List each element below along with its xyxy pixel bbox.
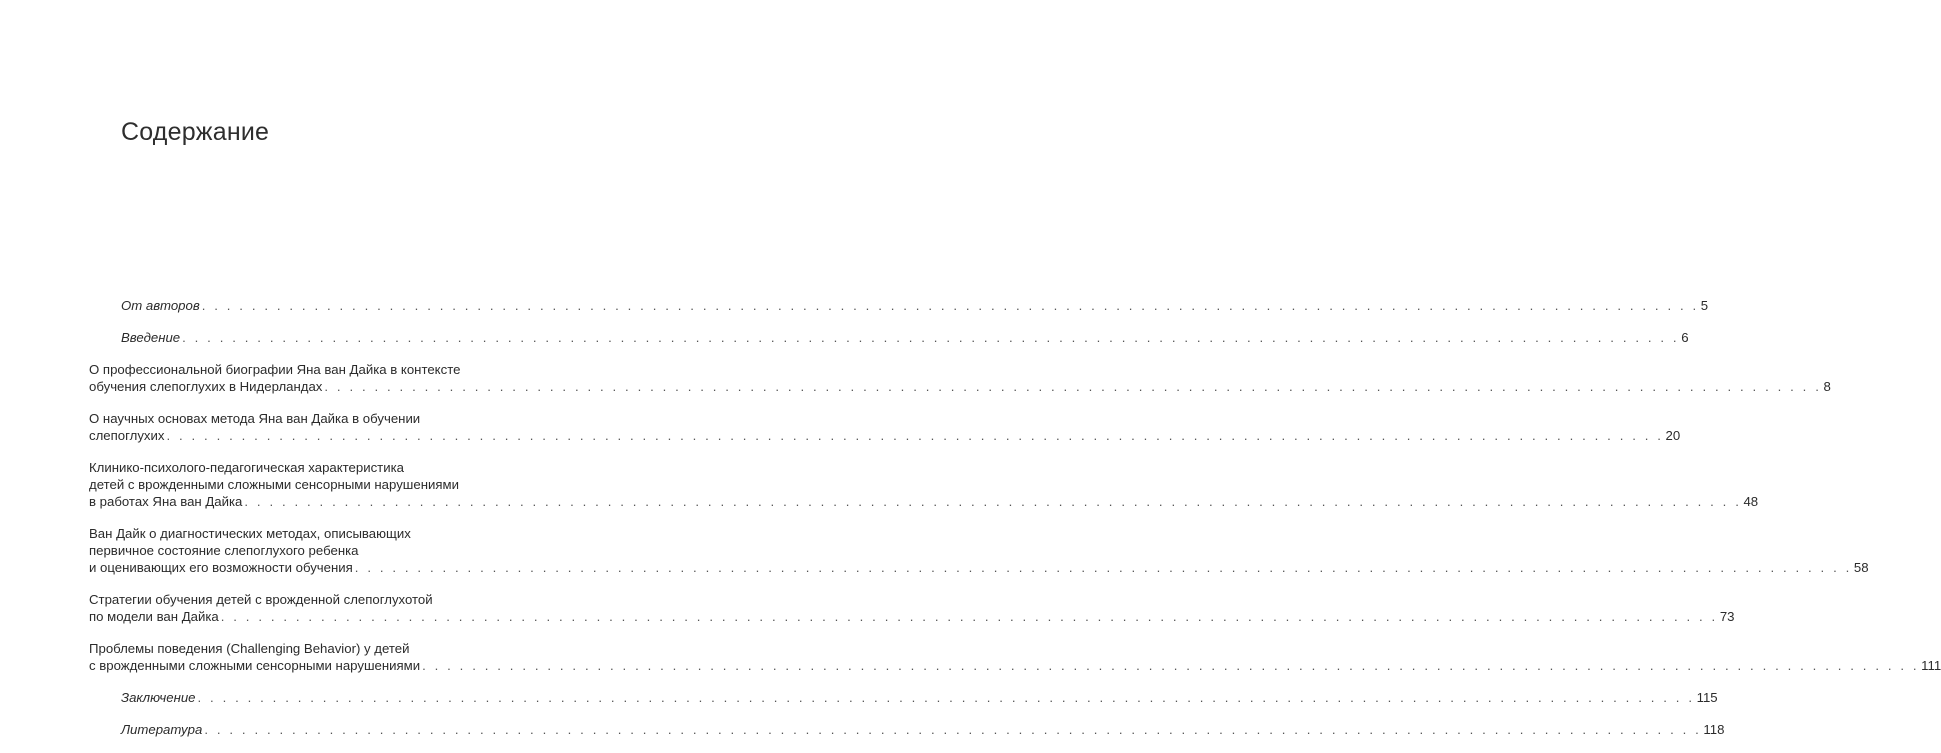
toc-page-number: 8 [1823, 379, 1831, 394]
toc-entry[interactable] [89, 361, 1831, 395]
toc-page-number: 111 [1921, 658, 1941, 673]
toc-entry[interactable] [89, 329, 1689, 346]
dot-leader: . . . . . . . . . . . . . . . . . . . . . . . . . . . . . . . . . . . . . . . . . . . . . . . . . . . . . . . . . . . . . . . . . . . . . . . . . . . . . . . . . . . . . . . . . . . . . . . . . . . . . . . . . . . . . . . . . . . . . . . . [324, 379, 1822, 394]
toc-entry-title-line: детей с врожденными сложными сенсорными нарушениями [89, 477, 459, 492]
dot-leader: . . . . . . . . . . . . . . . . . . . . . . . . . . . . . . . . . . . . . . . . . . . . . . . . . . . . . . . . . . . . . . . . . . . . . . . . . . . . . . . . . . . . . . . . . . . . . . . . . . . . . . . . . . . . . . . . . . . . . . . . [354, 560, 1852, 575]
toc-entry[interactable] [89, 721, 1725, 738]
toc-entry[interactable] [89, 297, 1709, 314]
toc-entry-title-line: Заключение [121, 690, 196, 705]
dot-leader: . . . . . . . . . . . . . . . . . . . . . . . . . . . . . . . . . . . . . . . . . . . . . . . . . . . . . . . . . . . . . . . . . . . . . . . . . . . . . . . . . . . . . . . . . . . . . . . . . . . . . . . . . . . . . . . . . . . . . . . . [244, 494, 1742, 509]
page-title: Содержание [121, 118, 270, 146]
dot-leader: . . . . . . . . . . . . . . . . . . . . . . . . . . . . . . . . . . . . . . . . . . . . . . . . . . . . . . . . . . . . . . . . . . . . . . . . . . . . . . . . . . . . . . . . . . . . . . . . . . . . . . . . . . . . . . . . . . . . . . . . [197, 690, 1695, 705]
toc-page-number: 115 [1696, 690, 1718, 705]
dot-leader: . . . . . . . . . . . . . . . . . . . . . . . . . . . . . . . . . . . . . . . . . . . . . . . . . . . . . . . . . . . . . . . . . . . . . . . . . . . . . . . . . . . . . . . . . . . . . . . . . . . . . . . . . . . . . . . . . . . . . . . . [166, 428, 1664, 443]
toc-entry-title-line: в работах Яна ван Дайка [89, 494, 243, 509]
toc-entry[interactable] [89, 410, 1681, 444]
toc-entry-title-line: Литература [121, 722, 203, 737]
toc-page-number: 6 [1681, 330, 1689, 345]
toc-entry-title-line: О научных основах метода Яна ван Дайка в обучении [89, 411, 421, 426]
toc-entry-title-line: слепоглухих [89, 428, 165, 443]
dot-leader: . . . . . . . . . . . . . . . . . . . . . . . . . . . . . . . . . . . . . . . . . . . . . . . . . . . . . . . . . . . . . . . . . . . . . . . . . . . . . . . . . . . . . . . . . . . . . . . . . . . . . . . . . . . . . . . . . . . . . . . . [422, 658, 1920, 673]
toc-entry-title-line: и оценивающих его возможности обучения [89, 560, 353, 575]
toc-entry-title-line: Стратегии обучения детей с врожденной слепоглухотой [89, 592, 433, 607]
toc-entry-title-line: Ван Дайк о диагностических методах, описывающих [89, 526, 411, 541]
toc-entry-title-line: с врожденными сложными сенсорными нарушениями [89, 658, 421, 673]
toc-entry-title-line: О профессиональной биографии Яна ван Дайка в контексте [89, 362, 461, 377]
dot-leader: . . . . . . . . . . . . . . . . . . . . . . . . . . . . . . . . . . . . . . . . . . . . . . . . . . . . . . . . . . . . . . . . . . . . . . . . . . . . . . . . . . . . . . . . . . . . . . . . . . . . . . . . . . . . . . . . . . . . . . . . [204, 722, 1702, 737]
toc-entry[interactable] [89, 591, 1735, 625]
dot-leader: . . . . . . . . . . . . . . . . . . . . . . . . . . . . . . . . . . . . . . . . . . . . . . . . . . . . . . . . . . . . . . . . . . . . . . . . . . . . . . . . . . . . . . . . . . . . . . . . . . . . . . . . . . . . . . . . . . . . . . . . [220, 609, 1718, 624]
toc-entry-title-line: Проблемы поведения (Challenging Behavior) у детей [89, 641, 410, 656]
toc-entry-title-line: обучения слепоглухих в Нидерландах [89, 379, 323, 394]
toc-entry[interactable] [89, 640, 1941, 674]
table-of-contents [89, 297, 1941, 753]
dot-leader: . . . . . . . . . . . . . . . . . . . . . . . . . . . . . . . . . . . . . . . . . . . . . . . . . . . . . . . . . . . . . . . . . . . . . . . . . . . . . . . . . . . . . . . . . . . . . . . . . . . . . . . . . . . . . . . . . . . . . . . . [182, 330, 1680, 345]
toc-page-number: 118 [1703, 722, 1725, 737]
dot-leader: . . . . . . . . . . . . . . . . . . . . . . . . . . . . . . . . . . . . . . . . . . . . . . . . . . . . . . . . . . . . . . . . . . . . . . . . . . . . . . . . . . . . . . . . . . . . . . . . . . . . . . . . . . . . . . . . . . . . . . . . [201, 298, 1699, 313]
toc-entry[interactable] [89, 525, 1869, 576]
toc-entry-title-line: От авторов [121, 298, 200, 313]
toc-entry[interactable] [89, 459, 1759, 510]
toc-entry[interactable] [89, 689, 1718, 706]
toc-entry-title-line: по модели ван Дайка [89, 609, 219, 624]
toc-entry-title-line: Введение [121, 330, 181, 345]
toc-page-number: 48 [1743, 494, 1759, 509]
toc-entry-title-line: первичное состояние слепоглухого ребенка [89, 543, 359, 558]
toc-page-number: 5 [1700, 298, 1709, 313]
toc-page-number: 58 [1853, 560, 1869, 575]
toc-page-number: 20 [1665, 428, 1681, 443]
toc-entry-title-line: Клинико-психолого-педагогическая характеристика [89, 460, 404, 475]
toc-page-number: 73 [1719, 609, 1735, 624]
